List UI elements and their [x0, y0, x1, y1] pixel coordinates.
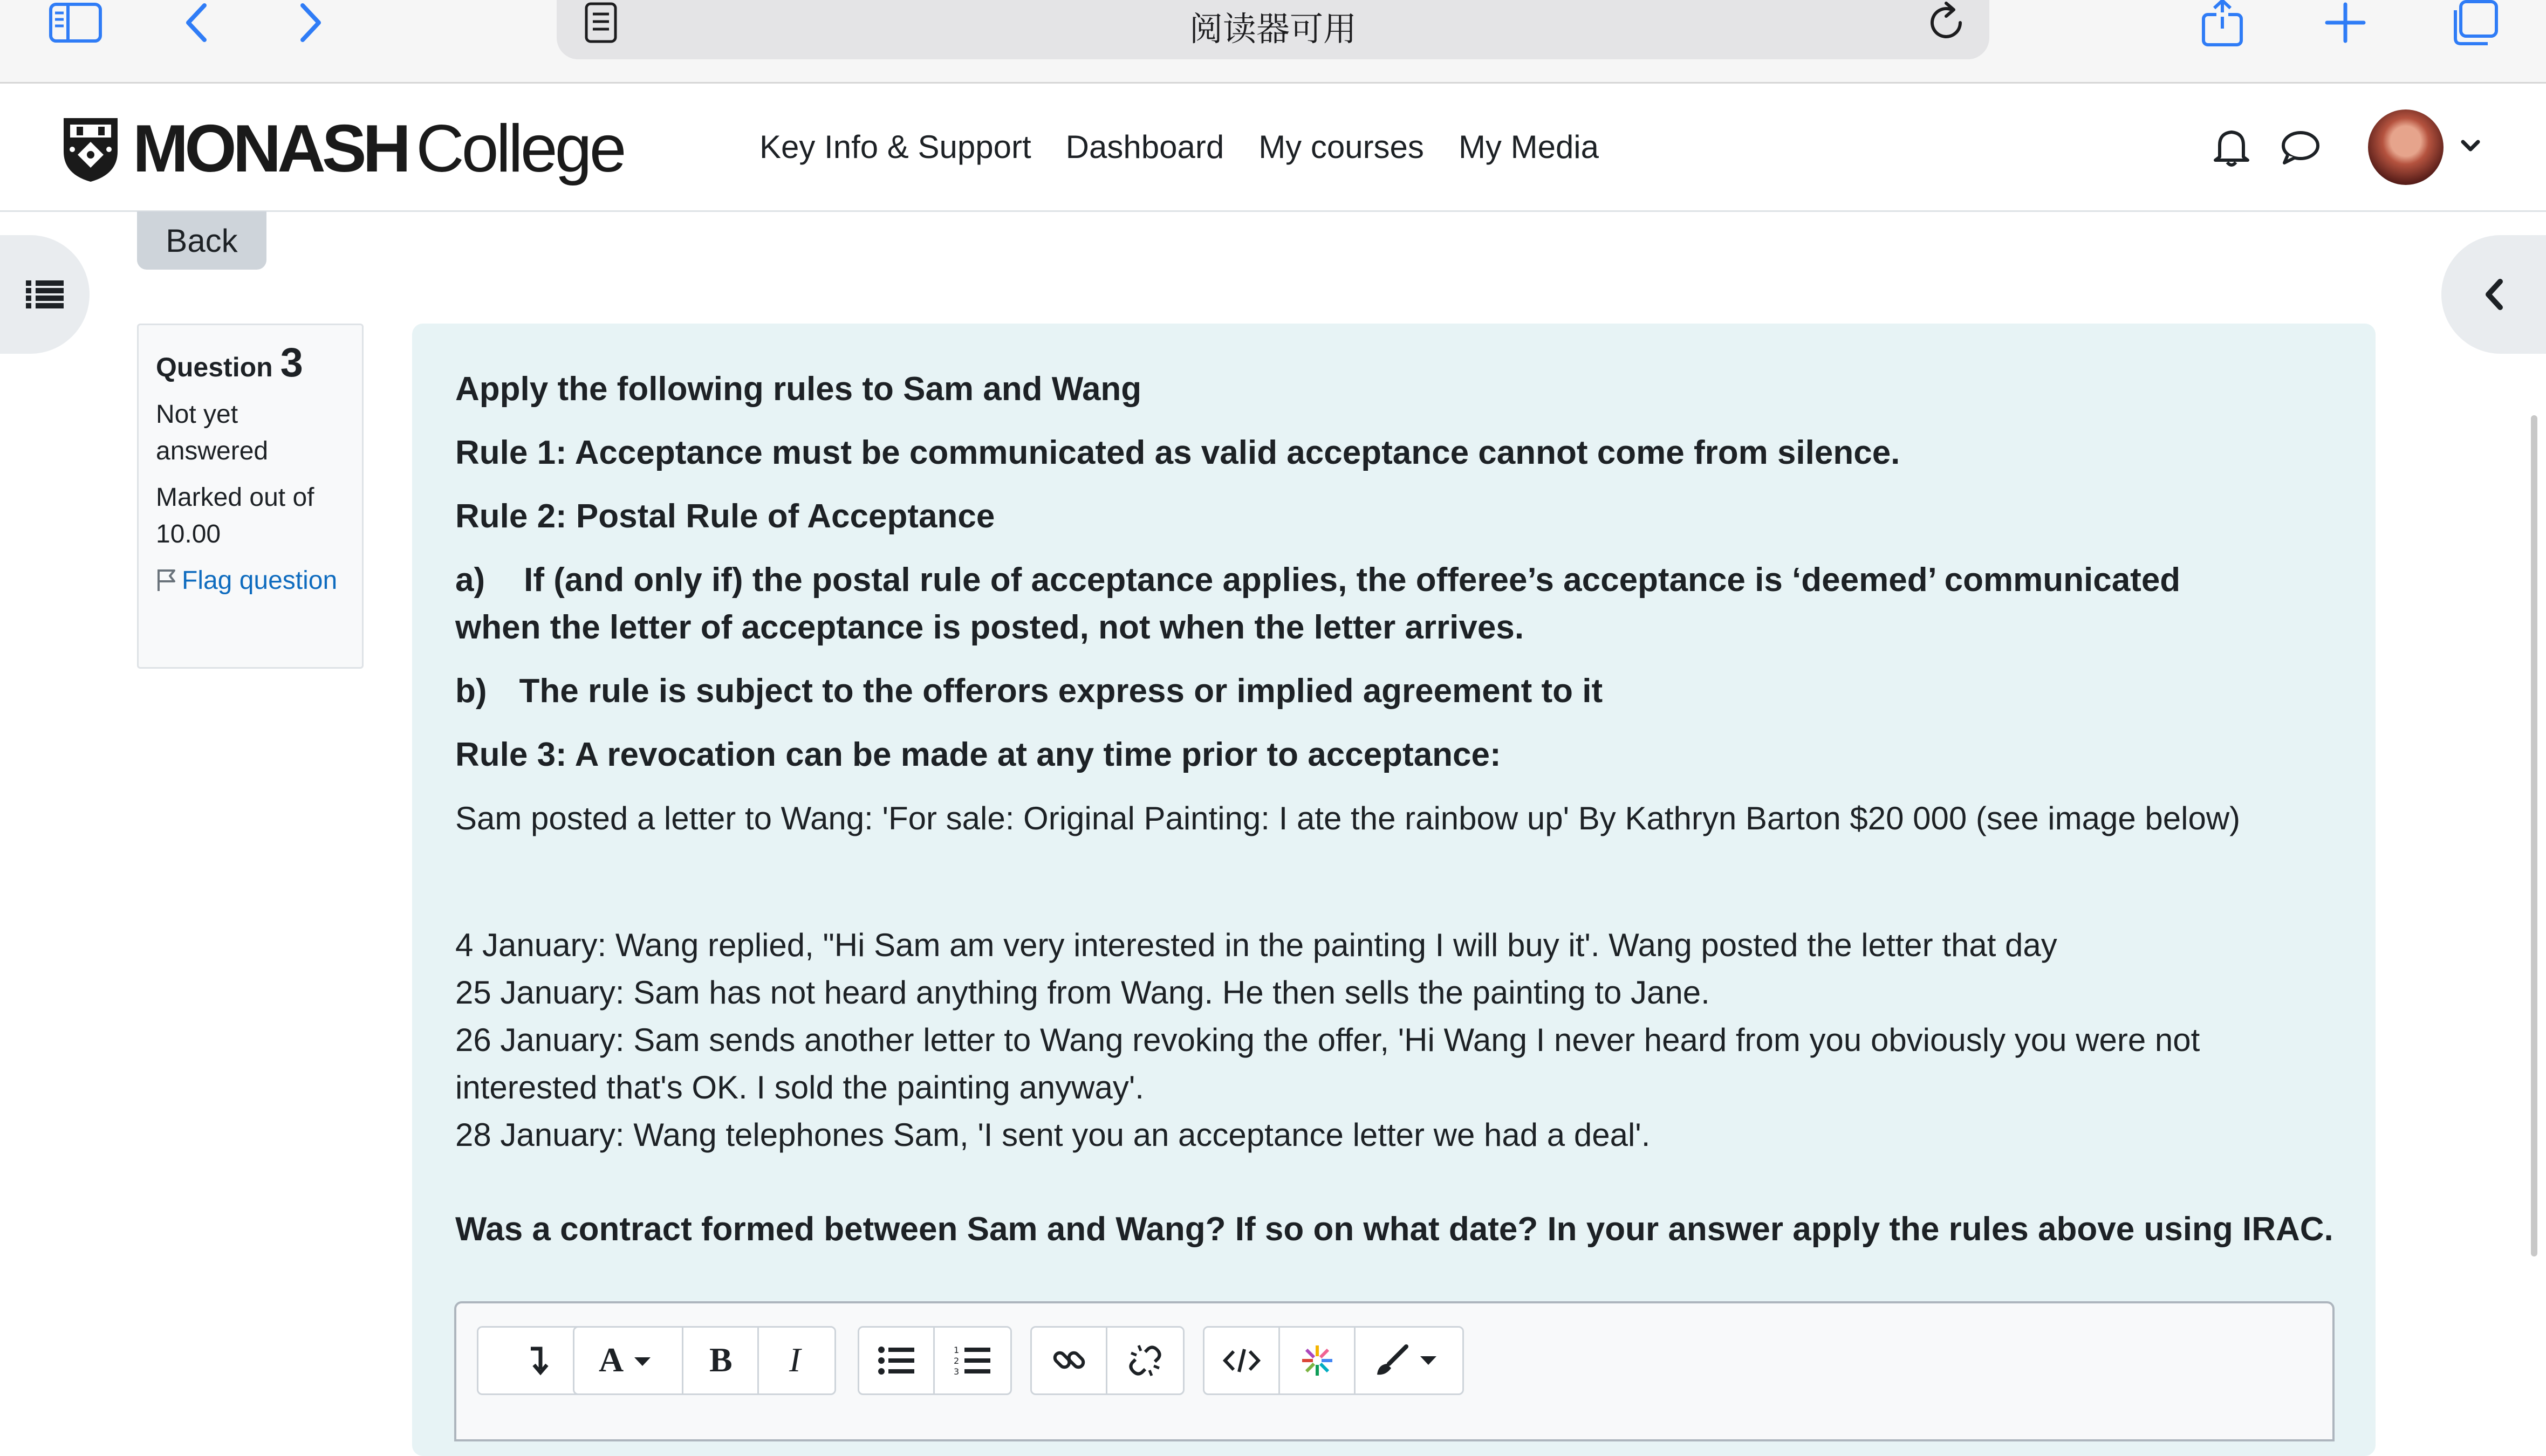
italic-icon[interactable] [759, 1328, 834, 1393]
share-icon[interactable] [2190, 0, 2255, 45]
timeline-item: interested that's OK. I sold the painting anyway'. [455, 1069, 1144, 1105]
html-code-icon[interactable] [1204, 1328, 1280, 1393]
rule-2a-continued: when the letter of acceptance is posted, not when the letter arrives. [455, 609, 1524, 646]
timeline-item: 28 January: Wang telephones Sam, 'I sent you an acceptance letter we had a deal'. [455, 1117, 1651, 1153]
logo-main-text: MONASH [133, 112, 408, 186]
timeline-item: 26 January: Sam sends another letter to Wang revoking the offer, 'Hi Wang I never heard from you obviously you were not [455, 1022, 2200, 1058]
flag-question-link[interactable] [156, 562, 345, 599]
svg-text:3: 3 [954, 1366, 960, 1377]
rule-3: Rule 3: A revocation can be made at any time prior to acceptance: [455, 736, 1501, 773]
back-arrow-icon[interactable] [164, 0, 229, 45]
rule-2a-marker: a) [455, 561, 485, 599]
chevron-left-icon [2483, 278, 2504, 311]
list-icon [26, 279, 64, 310]
media-icon[interactable] [1280, 1328, 1356, 1393]
nav-link-my-courses[interactable]: My courses [1258, 129, 1424, 165]
sidebar-toggle-icon[interactable] [43, 0, 108, 45]
user-navigation [2187, 84, 2481, 210]
toolbar-group-font [573, 1326, 836, 1395]
nav-link-dashboard[interactable]: Dashboard [1065, 129, 1224, 165]
svg-text:2: 2 [954, 1356, 960, 1366]
facts-intro: Sam posted a letter to Wang: 'For sale: Original Painting: I ate the rainbow up' By Kathryn Barton $20 000 (see image below) [455, 800, 2241, 836]
question-label: Question [156, 352, 273, 382]
user-menu-chevron-down-icon[interactable] [2460, 138, 2481, 156]
reload-icon[interactable] [1925, 1, 1968, 47]
question-grade: Marked out of 10.00 [156, 483, 314, 548]
messages-bubble-icon[interactable] [2276, 123, 2325, 171]
timeline-item: 4 January: Wang replied, "Hi Sam am very interested in the painting I will buy it'. Wang posted the letter that day [455, 927, 2057, 963]
font-style-icon[interactable] [574, 1328, 683, 1393]
logo-sub-text: College [416, 112, 624, 186]
rule-2b [455, 668, 1603, 715]
rule-2a [455, 557, 2180, 604]
toolbar-group-misc [1203, 1326, 1464, 1395]
course-index-toggle[interactable] [0, 235, 90, 354]
svg-text:I: I [789, 1344, 801, 1377]
address-bar[interactable] [557, 0, 1989, 59]
svg-text:B: B [709, 1344, 733, 1377]
question-info-box [137, 324, 364, 669]
rule-2b-marker: b) [455, 672, 487, 710]
forward-arrow-icon[interactable] [278, 0, 343, 45]
link-icon[interactable] [1032, 1328, 1107, 1393]
flag-icon [156, 568, 176, 592]
question-content [412, 324, 2376, 1456]
unlink-icon[interactable] [1107, 1328, 1183, 1393]
page-scrollbar[interactable] [2531, 415, 2537, 1256]
back-button[interactable]: Back [137, 211, 266, 270]
notifications-bell-icon[interactable] [2207, 123, 2256, 171]
new-tab-icon[interactable] [2313, 0, 2378, 45]
address-text: 阅读器可用 [1189, 9, 1357, 49]
flag-question-label: Flag question [182, 566, 338, 595]
user-avatar[interactable] [2368, 109, 2444, 185]
rule-2b-text: The rule is subject to the offerors express or implied agreement to it [519, 672, 1603, 710]
site-navbar [0, 84, 2546, 212]
nav-link-my-media[interactable]: My Media [1458, 129, 1599, 165]
nav-link-key-info[interactable]: Key Info & Support [759, 129, 1031, 165]
paint-brush-icon[interactable] [1356, 1328, 1462, 1393]
timeline-item: 25 January: Sam has not heard anything from Wang. He then sells the painting to Jane. [455, 974, 1710, 1011]
monash-college-logo[interactable] [58, 114, 624, 184]
toolbar-group-links [1030, 1326, 1185, 1395]
primary-navigation [759, 84, 1633, 210]
rule-2-title: Rule 2: Postal Rule of Acceptance [455, 498, 995, 535]
crest-icon [58, 114, 123, 184]
bullet-list-icon[interactable] [859, 1328, 935, 1393]
rule-2a-text: If (and only if) the postal rule of acceptance applies, the offeree’s acceptance is ‘deemed’ communicated [524, 561, 2181, 599]
tabs-overview-icon[interactable] [2441, 0, 2506, 45]
question-heading: Apply the following rules to Sam and Wang [455, 370, 1142, 408]
numbered-list-icon[interactable] [935, 1328, 1010, 1393]
question-prompt: Was a contract formed between Sam and Wang? If so on what date? In your answer apply the rules above using IRAC. [455, 1211, 2333, 1248]
svg-text:1: 1 [954, 1345, 960, 1355]
toolbar-group-lists [858, 1326, 1012, 1395]
question-status: Not yet answered [156, 400, 269, 465]
browser-toolbar [0, 0, 2546, 84]
question-number: 3 [280, 340, 303, 386]
bold-icon[interactable] [683, 1328, 759, 1393]
svg-text:A: A [598, 1344, 624, 1377]
rule-1: Rule 1: Acceptance must be communicated as valid acceptance cannot come from silence. [455, 434, 1900, 471]
block-drawer-toggle[interactable] [2441, 235, 2546, 354]
answer-editor[interactable] [454, 1301, 2335, 1441]
